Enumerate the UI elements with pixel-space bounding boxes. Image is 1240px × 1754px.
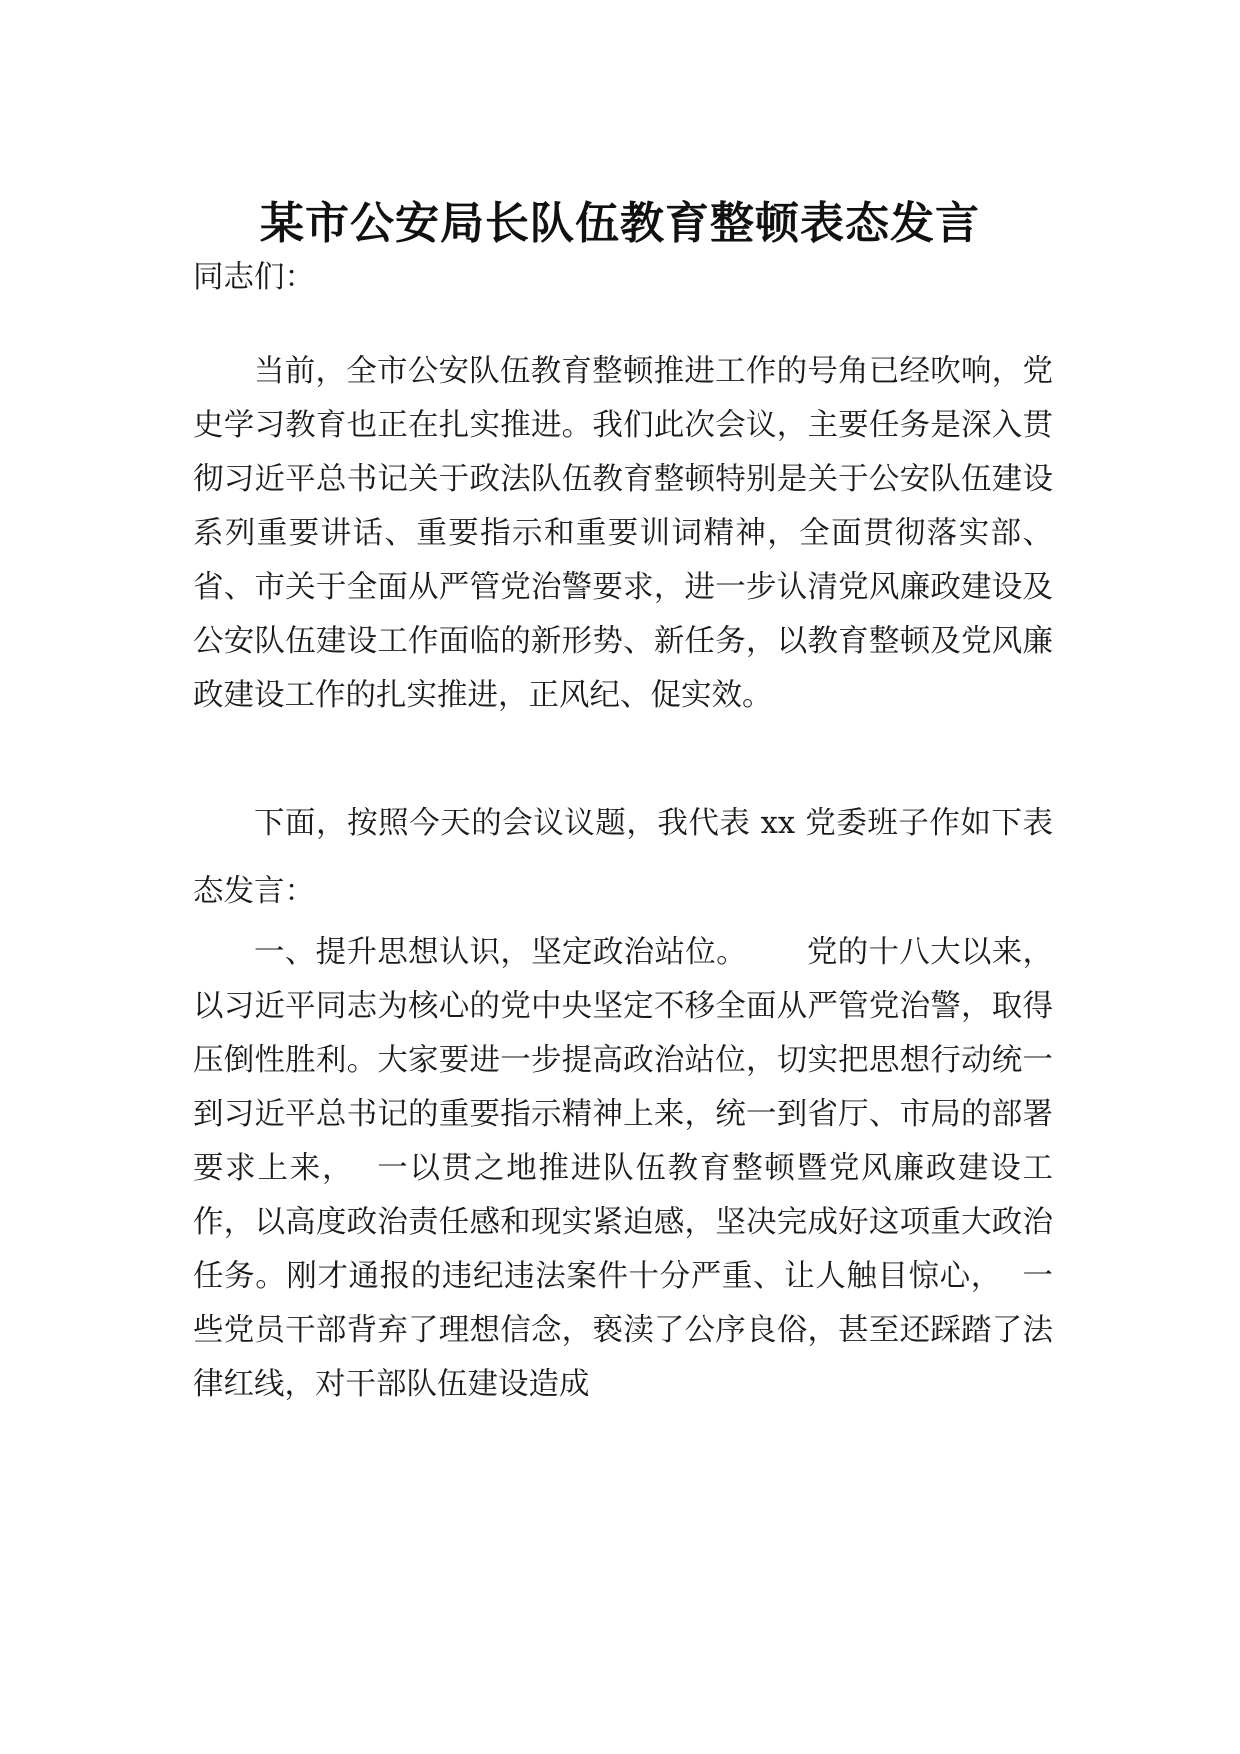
document-title: 某市公安局长队伍教育整顿表态发言 [260, 198, 980, 249]
paragraph-agenda: 下面，按照今天的会议议题，我代表 xx 党委班子作如下表态发言： [193, 806, 1053, 909]
paragraph-intro: 当前，全市公安队伍教育整顿推进工作的号角已经吹响，党史学习教育也正在扎实推进。我们此次会议，主要任务是深入贯彻习近平总书记关于政法队伍教育整顿特别是关于公安队伍建设系列重要讲话、重要指示和重要训词精神，全面贯彻落实部、省、市关于全面从严管党治警要求，进一步认清党风廉政建设及公安队伍建设工作面临的新形势、新任务，以教育整顿及党风廉政建设工作的扎实推进，正风纪、促实效。 [193, 354, 1053, 713]
paragraph-section-one: 一、提升思想认识，坚定政治站位。 党的十八大以来，以习近平同志为核心的党中央坚定不移全面从严管党治警，取得压倒性胜利。大家要进一步提高政治站位，切实把思想行动统一到习近平总书记的重要指示精神上来，统一到省厅、市局的部署要求上来， 一以贯之地推进队伍教育整顿暨党风廉政建设工作，以高度政治责任感和现实紧迫感，坚决完成好这项重大政治任务。刚才通报的违纪违法案件十分严重、让人触目惊心， 一些党员干部背弃了理想信念，亵渎了公序良俗，甚至还踩踏了法律红线，对干部队伍建设造成 [193, 935, 1053, 1402]
greeting: 同志们： [193, 260, 315, 295]
